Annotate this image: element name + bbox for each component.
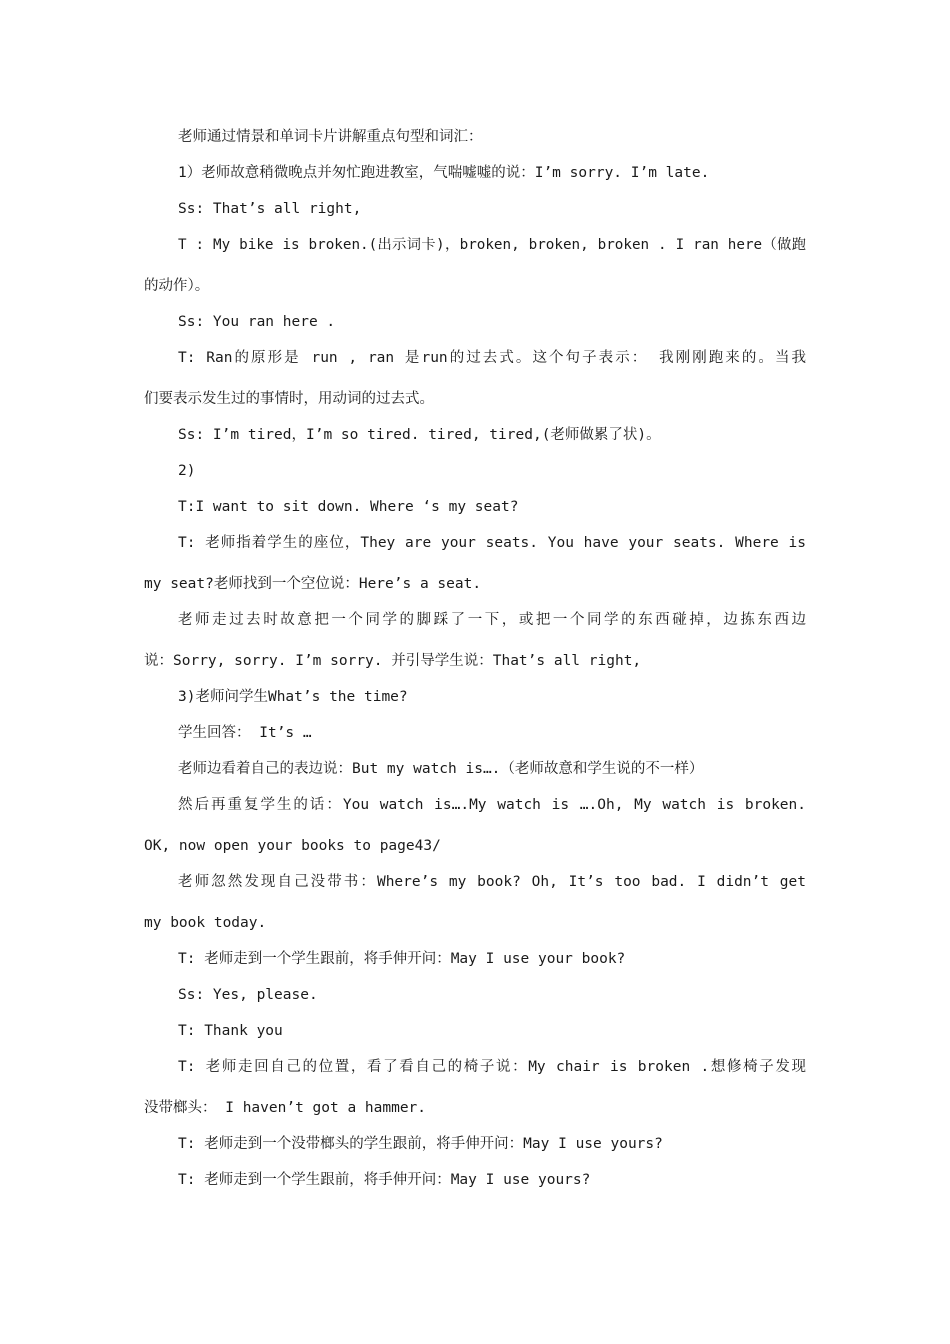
paragraph-line: 老师边看着自己的表边说：But my watch is….（老师故意和学生说的不一样）	[178, 761, 704, 777]
paragraph-line: 2)	[178, 463, 196, 479]
paragraph-line: 的动作）。	[144, 278, 210, 294]
paragraph-line: 老师通过情景和单词卡片讲解重点句型和词汇：	[178, 129, 483, 145]
paragraph-line: my book today.	[144, 915, 267, 931]
paragraph-line: 然后再重复学生的话：You watch is….My watch is ….Oh, My watch is broken.	[178, 797, 806, 813]
paragraph-line: T: Thank you	[178, 1023, 283, 1039]
paragraph-line: 没带榔头： I haven’t got a hammer.	[144, 1100, 427, 1116]
paragraph-line: T: 老师走回自己的位置，看了看自己的椅子说：My chair is broken .想修椅子发现	[178, 1059, 806, 1075]
paragraph-line: T : My bike is broken.(出示词卡)，broken, broken, broken . I ran here（做跑	[178, 237, 806, 253]
paragraph-line: T: 老师指着学生的座位，They are your seats. You have your seats. Where is	[178, 535, 806, 551]
paragraph-line: T: Ran的原形是 run , ran 是run的过去式。这个句子表示： 我刚刚跑来的。当我	[178, 350, 806, 366]
paragraph-line: 1）老师故意稍微晚点并匆忙跑进教室，气喘嘘嘘的说：I’m sorry. I’m late.	[178, 165, 710, 181]
paragraph-line: T: 老师走到一个学生跟前，将手伸开问：May I use yours?	[178, 1172, 591, 1188]
paragraph-line: 3)老师问学生What’s the time?	[178, 689, 408, 705]
paragraph-line: Ss: That’s all right,	[178, 201, 362, 217]
paragraph-line: 老师走过去时故意把一个同学的脚踩了一下，或把一个同学的东西碰掉，边拣东西边	[178, 612, 806, 628]
paragraph-line: 学生回答： It’s …	[178, 725, 312, 741]
paragraph-line: 老师忽然发现自己没带书：Where’s my book? Oh, It’s too bad. I didn’t get	[178, 874, 806, 890]
paragraph-line: Ss: I’m tired，I’m so tired. tired, tired,(老师做累了状)。	[178, 427, 661, 443]
paragraph-line: T:I want to sit down. Where ‘s my seat?	[178, 499, 519, 515]
paragraph-line: T: 老师走到一个学生跟前，将手伸开问：May I use your book?	[178, 951, 626, 967]
paragraph-line: Ss: You ran here .	[178, 314, 336, 330]
paragraph-line: OK, now open your books to page43/	[144, 838, 441, 854]
paragraph-line: Ss: Yes, please.	[178, 987, 318, 1003]
paragraph-line: 说：Sorry, sorry. I’m sorry. 并引导学生说：That’s all right,	[144, 653, 642, 669]
paragraph-line: T: 老师走到一个没带榔头的学生跟前，将手伸开问：May I use yours?	[178, 1136, 663, 1152]
paragraph-line: my seat?老师找到一个空位说：Here’s a seat.	[144, 576, 482, 592]
paragraph-line: 们要表示发生过的事情时，用动词的过去式。	[144, 391, 434, 407]
